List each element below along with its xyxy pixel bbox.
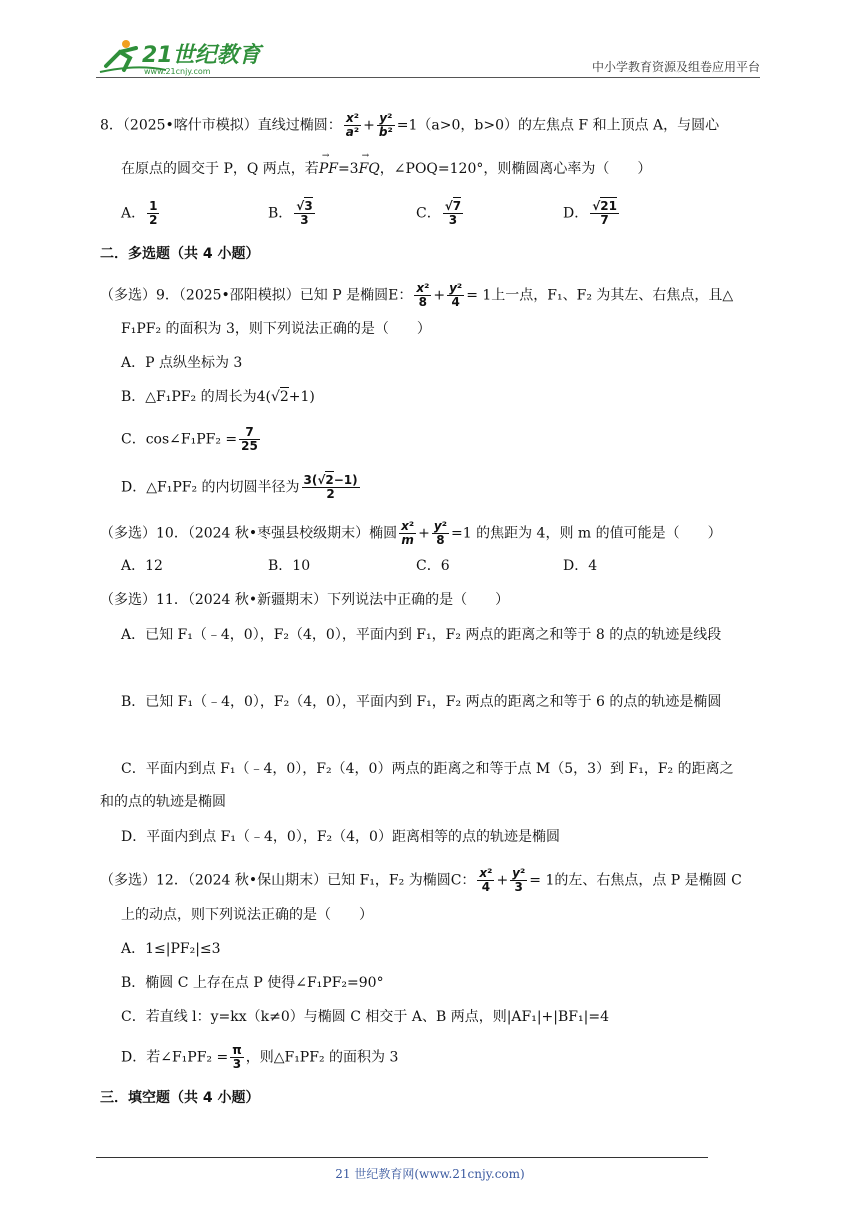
q9-option-a: A．P 点纵坐标为 3 bbox=[121, 355, 243, 371]
q11-line1: （多选）11．（2024 秋•新疆期末）下列说法中正确的是（ ） bbox=[100, 592, 510, 608]
header-platform-name: 中小学教育资源及组卷应用平台 bbox=[591, 60, 760, 74]
q12-option-d: D．若∠F₁PF₂ = $\frac{\pi}{3}$ ，则△F₁PF₂ 的面积为 3 bbox=[121, 1043, 399, 1072]
q8-option-b: B． $\frac{√3}{3}$ bbox=[268, 199, 313, 228]
q8-option-d: D． $\frac{√21}{7}$ bbox=[563, 199, 617, 228]
footer-text: 21 世纪教育网(www.21cnjy.com) bbox=[335, 1167, 525, 1181]
q11-option-c-line2: 和的点的轨迹是椭圆 bbox=[100, 794, 226, 810]
q8-line2: 在原点的圆交于 P，Q 两点，若→ PF=3→ FQ，∠POQ=120°，则椭圆离心率为（ ） bbox=[121, 161, 651, 178]
section-heading-fill-in: 三．填空题（共 4 小题） bbox=[100, 1090, 260, 1106]
section-heading-multi-choice: 二．多选题（共 4 小题） bbox=[100, 246, 260, 262]
q12-option-b: B．椭圆 C 上存在点 P 使得∠F₁PF₂=90° bbox=[121, 975, 384, 991]
q10-option-a: A．12 bbox=[121, 558, 163, 574]
q8-option-c: C． $\frac{√7}{3}$ bbox=[416, 199, 462, 228]
logo-text: 21世纪教育 bbox=[142, 43, 261, 68]
footer-divider bbox=[96, 1157, 708, 1158]
logo-url: www.21cnjy.com bbox=[144, 67, 211, 76]
q10-option-c: C．6 bbox=[416, 558, 450, 574]
q11-option-c-line1: C．平面内到点 F₁（﹣4，0），F₂（4，0）两点的距离之和等于点 M（5，3）到 F₁，F₂ 的距离之 bbox=[121, 761, 734, 777]
q10-line1: （多选）10．（2024 秋•枣强县校级期末）椭圆 $\frac{\text{x²}}{m}$ + $\frac{\text{y²}}{8}$ =1 的焦距为 4，则 m 的值可能是（ ） bbox=[100, 519, 722, 548]
q9-line1: （多选）9．（2025•邵阳模拟）已知 P 是椭圆E： $\frac{\text{x²}}{8}$ + $\frac{\text{y²}}{4}$ = 1上一点，F₁、F₂ 为其左、右焦点，且△ bbox=[100, 281, 734, 310]
q9-option-b: B．△F₁PF₂ 的周长为4(√2+1) bbox=[121, 389, 315, 405]
q11-option-b: B．已知 F₁（﹣4，0），F₂（4，0），平面内到 F₁，F₂ 两点的距离之和等于 6 的点的轨迹是椭圆 bbox=[121, 694, 722, 710]
q12-option-a: A．1≤|PF₂|≤3 bbox=[121, 941, 221, 957]
q10-option-d: D．4 bbox=[563, 558, 598, 574]
q8-line1: 8．（2025•喀什市模拟）直线过椭圆： $\frac{\text{x²}}{\text{a²}}$ + $\frac{\text{y²}}{\text{b²}}$ =1（a>0，b>0）的左焦点 F 和上顶点 A，与圆心 bbox=[100, 111, 720, 140]
q11-option-d: D．平面内到点 F₁（﹣4，0），F₂（4，0）距离相等的点的轨迹是椭圆 bbox=[121, 829, 560, 845]
q10-option-b: B．10 bbox=[268, 558, 311, 574]
q9-option-c: C．cos∠F₁PF₂ = $\frac{7}{25}$ bbox=[121, 425, 258, 454]
q11-option-a: A．已知 F₁（﹣4，0），F₂（4，0），平面内到 F₁，F₂ 两点的距离之和等于 8 的点的轨迹是线段 bbox=[121, 627, 722, 643]
q12-line1: （多选）12．（2024 秋•保山期末）已知 F₁，F₂ 为椭圆C： $\frac{\text{x²}}{4}$ + $\frac{\text{y²}}{3}$ = 1的左、右焦点，点 P 是椭圆 C bbox=[100, 866, 742, 895]
q12-option-c: C．若直线 l：y=kx（k≠0）与椭圆 C 相交于 A、B 两点，则|AF₁|+|BF₁|=4 bbox=[121, 1009, 609, 1025]
q8-option-a: A． $\frac{1}{2}$ bbox=[121, 199, 158, 228]
header-divider bbox=[96, 77, 760, 78]
q9-line2: F₁PF₂ 的面积为 3，则下列说法正确的是（ ） bbox=[121, 321, 431, 337]
site-logo bbox=[96, 36, 266, 78]
q9-option-d: D．△F₁PF₂ 的内切圆半径为 $\frac{3(√2-1)}{2}$ bbox=[121, 473, 358, 502]
q12-line2: 上的动点，则下列说法正确的是（ ） bbox=[121, 907, 373, 923]
